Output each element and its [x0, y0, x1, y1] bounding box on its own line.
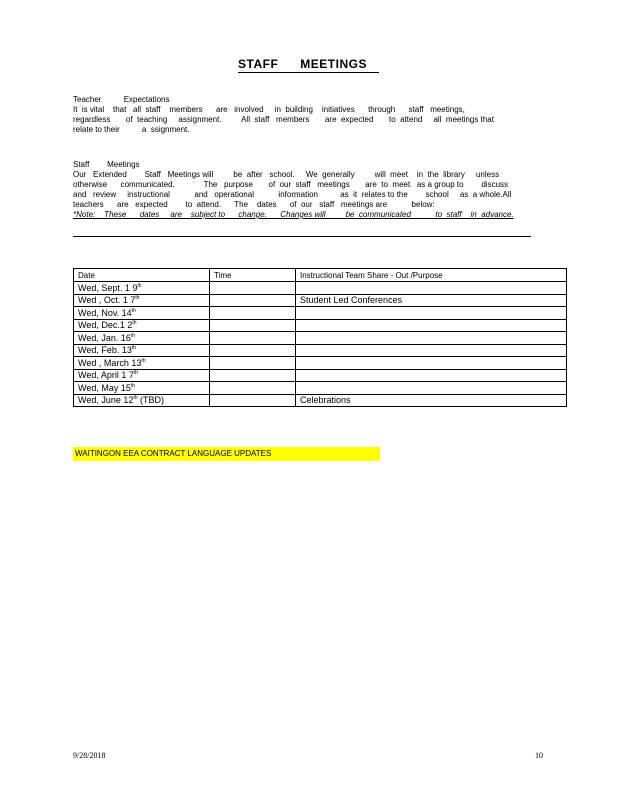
time-cell [210, 294, 296, 307]
staff-meetings-heading: Staff Meetings [73, 160, 140, 169]
column-header-date: Date [74, 269, 210, 282]
table-row [74, 344, 567, 357]
time-cell [210, 382, 296, 395]
teacher-expectations-section [73, 95, 513, 135]
table-row [74, 357, 567, 370]
purpose-cell: Student Led Conferences [296, 294, 567, 307]
date-cell: Wed, June 12th (TBD) [74, 394, 210, 407]
purpose-cell [296, 369, 567, 382]
note-underline [73, 236, 531, 237]
table-row [74, 319, 567, 332]
page-title [238, 57, 379, 73]
table-row [74, 394, 567, 407]
paragraph-line: and review instructional and operational information as it relates to the school as a whole.All [73, 190, 512, 199]
time-cell [210, 344, 296, 357]
date-cell: Wed , Oct. 1 7th [74, 294, 210, 307]
time-cell [210, 282, 296, 295]
teacher-expectations-heading: Teacher Expectations [73, 95, 170, 104]
table-header-row [74, 269, 567, 282]
time-cell [210, 357, 296, 370]
time-cell [210, 332, 296, 345]
time-cell [210, 319, 296, 332]
date-cell: Wed, April 1 7th [74, 369, 210, 382]
purpose-cell [296, 307, 567, 320]
title-word-staff: STAFF [238, 57, 279, 71]
paragraph-line: regardless of teaching assignment. All staff members are expected to attend all meetings that [73, 115, 494, 124]
date-cell: Wed, Jan. 16th [74, 332, 210, 345]
date-cell: Wed, Sept. 1 9th [74, 282, 210, 295]
column-header-purpose: Instructional Team Share - Out /Purpose [296, 269, 567, 282]
table-row [74, 332, 567, 345]
date-cell: Wed , March 13th [74, 357, 210, 370]
footer-date: 9/28/2018 [73, 751, 106, 760]
table-row [74, 382, 567, 395]
title-word-meetings: MEETINGS [300, 57, 367, 71]
time-cell [210, 394, 296, 407]
date-cell: Wed, Nov. 14th [74, 307, 210, 320]
meeting-schedule-table [73, 268, 567, 407]
table-row [74, 282, 567, 295]
time-cell [210, 307, 296, 320]
paragraph-line: otherwise communicated. The purpose of our staff meetings are to meet as a group to discuss [73, 180, 509, 189]
purpose-cell [296, 319, 567, 332]
paragraph-line: teachers are expected to attend. The dates of our staff meetings are below: [73, 200, 435, 209]
staff-meetings-section [73, 160, 513, 220]
paragraph-line: relate to their a ssignment. [73, 125, 190, 134]
paragraph-line: Our Extended Staff Meetings will be after school. We generally will meet in the library unless [73, 170, 500, 179]
time-cell [210, 369, 296, 382]
contract-language-notice: WAITINGON EEA CONTRACT LANGUAGE UPDATES [73, 447, 380, 461]
column-header-time: Time [210, 269, 296, 282]
purpose-cell [296, 332, 567, 345]
schedule-note: *Note: These dates are subject to change. Changes will be communicated to staff in advance. [73, 210, 514, 219]
date-cell: Wed, Dec.1 2th [74, 319, 210, 332]
purpose-cell [296, 382, 567, 395]
purpose-cell [296, 344, 567, 357]
purpose-cell [296, 282, 567, 295]
table-row [74, 294, 567, 307]
table-row [74, 307, 567, 320]
page-number: 10 [535, 751, 543, 760]
date-cell: Wed, May 15th [74, 382, 210, 395]
purpose-cell [296, 357, 567, 370]
table-row [74, 369, 567, 382]
date-cell: Wed, Feb. 13th [74, 344, 210, 357]
purpose-cell: Celebrations [296, 394, 567, 407]
paragraph-line: It is vital that all staff members are involved in building initiatives through staff meetings, [73, 105, 465, 114]
